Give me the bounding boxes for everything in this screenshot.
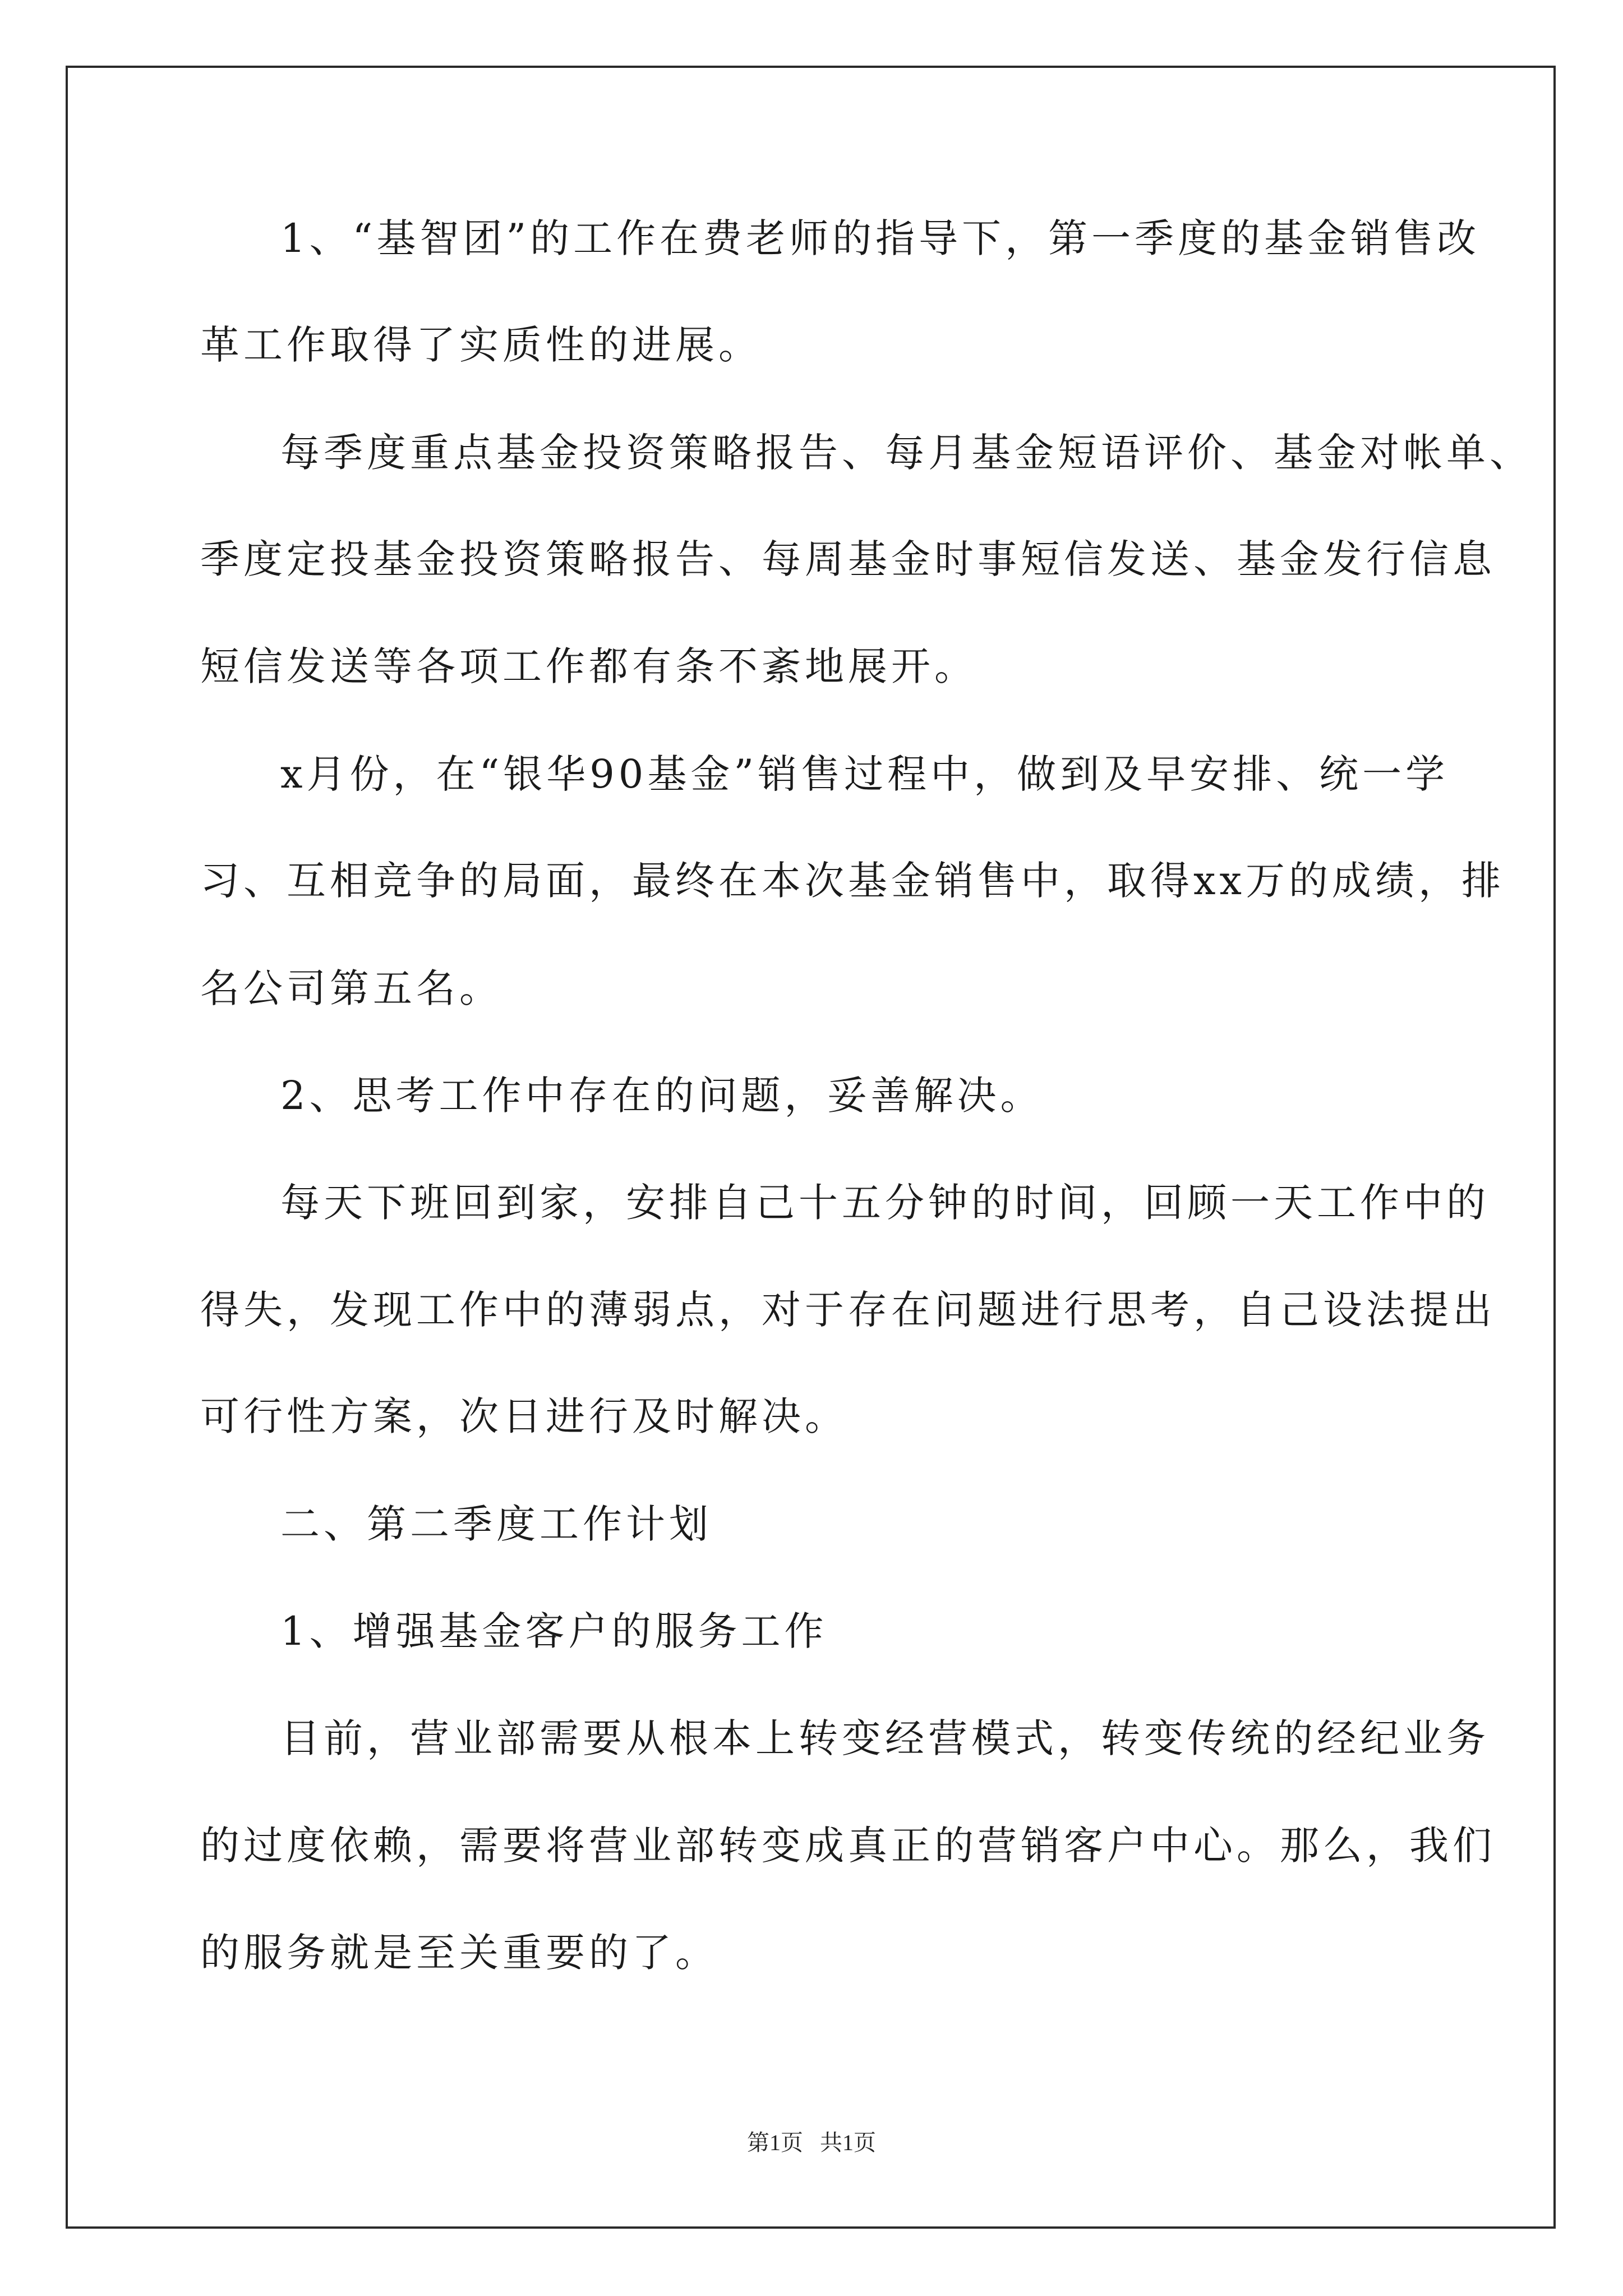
paragraph-line: 名公司第五名。 <box>200 965 502 1011</box>
paragraph-line: 的过度依赖，需要将营业部转变成真正的营销客户中心。那么，我们 <box>200 1823 1496 1869</box>
paragraph-line: 2、思考工作中存在的问题，妥善解决。 <box>280 1073 1044 1119</box>
paragraph-line: x月份，在“银华90基金”销售过程中，做到及早安排、统一学 <box>280 751 1449 797</box>
paragraph-line: 得失，发现工作中的薄弱点，对于存在问题进行思考，自己设法提出 <box>200 1287 1496 1333</box>
paragraph-line: 季度定投基金投资策略报告、每周基金时事短信发送、基金发行信息 <box>200 536 1496 582</box>
section-heading: 二、第二季度工作计划 <box>280 1501 712 1547</box>
paragraph-line: 1、“基智团”的工作在费老师的指导下，第一季度的基金销售改 <box>280 215 1481 261</box>
paragraph-line: 目前，营业部需要从根本上转变经营模式，转变传统的经纪业务 <box>280 1715 1490 1761</box>
page-border <box>66 66 1556 2229</box>
paragraph-line: 每季度重点基金投资策略报告、每月基金短语评价、基金对帐单、 <box>280 430 1533 476</box>
paragraph-line: 每天下班回到家，安排自己十五分钟的时间，回顾一天工作中的 <box>280 1180 1490 1226</box>
page-footer: 第1页 共1页 <box>747 2130 876 2155</box>
subsection-heading: 1、增强基金客户的服务工作 <box>280 1608 828 1654</box>
paragraph-line: 革工作取得了实质性的进展。 <box>200 322 762 368</box>
paragraph-line: 短信发送等各项工作都有条不紊地展开。 <box>200 643 978 689</box>
paragraph-line: 习、互相竞争的局面，最终在本次基金销售中，取得xx万的成绩，排 <box>200 858 1505 904</box>
paragraph-line: 可行性方案，次日进行及时解决。 <box>200 1393 848 1439</box>
paragraph-line: 的服务就是至关重要的了。 <box>200 1930 718 1976</box>
